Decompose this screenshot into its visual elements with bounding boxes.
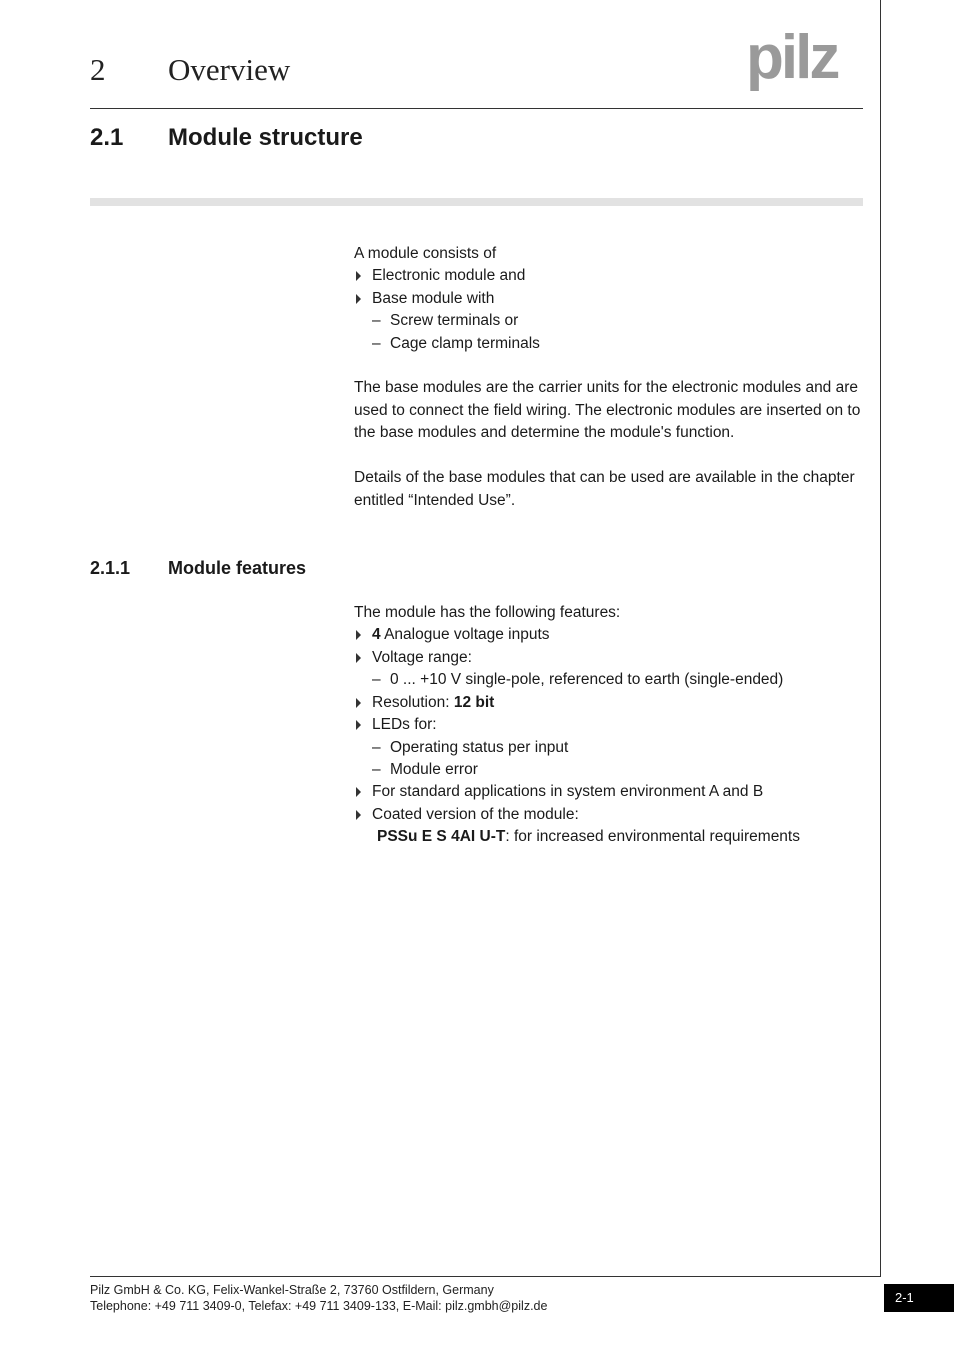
paragraph-base-modules: The base modules are the carrier units for the electronic modules and are used to connect the field wiring. The electronic modules are inserted on to the base modules and determine the module's function. [354,379,861,441]
dash-icon: – [372,761,381,778]
coated-product-line [377,826,800,849]
sub-list-item: 0 ... +10 V single-pole, referenced to earth (single-ended) [390,671,784,688]
list-item-voltage: Voltage range: [372,649,472,666]
features-lead: The module has the following features: [354,604,621,621]
dash-icon: – [372,739,381,756]
dash-icon: – [372,312,381,329]
list-item-leds: LEDs for: [372,716,437,733]
dash-icon: – [372,335,381,352]
footer-address: Pilz GmbH & Co. KG, Felix-Wankel-Straße 2, 73760 Ostfildern, Germany [90,1283,494,1297]
paragraph-details: Details of the base modules that can be used are available in the chapter entitled “Intended Use”. [354,469,855,509]
margin-rule [880,0,881,1276]
resolution-label: Resolution: [372,694,454,711]
coated-text: : for increased environmental requirements [505,828,800,845]
section-title: Module structure [168,124,363,151]
section-divider-bar [90,198,863,206]
list-item-resolution [372,692,494,715]
sub-list-item: Operating status per input [390,739,569,756]
subsection-title: Module features [168,558,307,578]
bullet-triangle-icon [356,720,361,730]
chapter-title: Overview [168,52,291,87]
list-item-standard: For standard applications in system environment A and B [372,783,764,800]
bullet-triangle-icon [356,271,361,281]
sub-list-item: Module error [390,761,478,778]
sub-list-item: Cage clamp terminals [390,335,540,352]
bullet-triangle-icon [356,294,361,304]
page-number: 2-1 [895,1290,914,1305]
subsection-number: 2.1.1 [90,558,131,578]
resolution-value: 12 bit [453,694,495,711]
inputs-count: 4 [372,626,381,643]
bullet-triangle-icon [356,630,361,640]
inputs-text: Analogue voltage inputs [380,626,550,643]
intro-lead: A module consists of [354,245,497,262]
list-item-coated: Coated version of the module: [372,806,579,823]
pilz-logo [746,26,866,96]
chapter-number: 2 [90,52,106,87]
pilz-logo-text: pilz [746,26,838,92]
header-rule [90,108,863,109]
page-number-box [884,1284,954,1312]
bullet-triangle-icon [356,810,361,820]
list-item: Base module with [372,290,495,307]
footer-contact: Telephone: +49 711 3409-0, Telefax: +49 711 3409-133, E-Mail: pilz.gmbh@pilz.de [90,1299,548,1313]
footer-rule [90,1276,881,1277]
bullet-triangle-icon [356,787,361,797]
bullet-triangle-icon [356,653,361,663]
section-number: 2.1 [90,124,124,151]
sub-list-item: Screw terminals or [390,312,519,329]
bullet-triangle-icon [356,698,361,708]
dash-icon: – [372,671,381,688]
list-item-inputs [372,624,550,647]
coated-product: PSSu E S 4AI U-T [377,828,506,845]
list-item: Electronic module and [372,267,526,284]
